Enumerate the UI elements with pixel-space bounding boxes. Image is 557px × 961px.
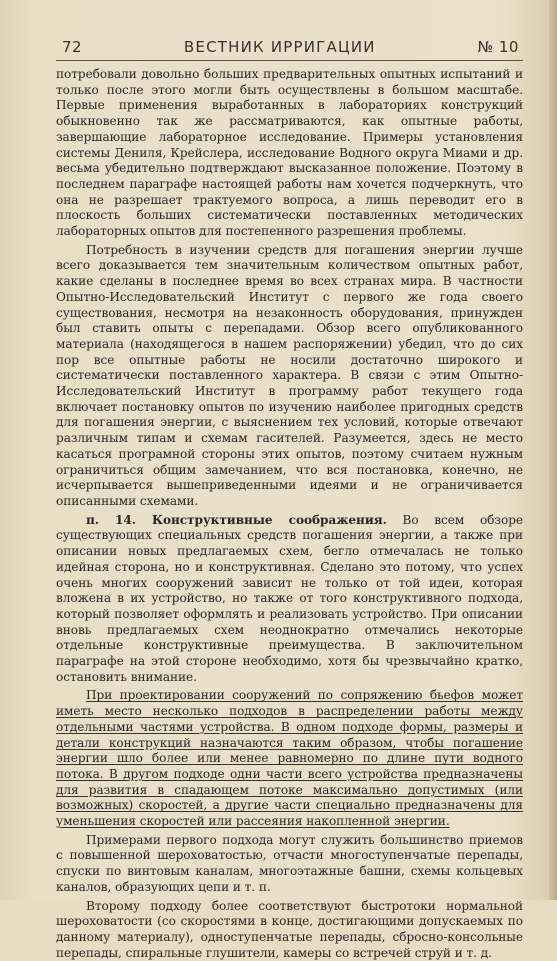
section-heading: п. 14. Конструктивные соображения. <box>86 512 387 527</box>
paragraph-text: потребовали довольно больших предварительных опытных испытаний и только после этого могли быть осуществлены в большом масштабе. Первые применения выработанных в лабораториях конструкций обыкновенно так же рассматриваются, как опытные работы, завершающие лабораторное исследование. Примеры установления системы Дениля, Крейслера, исследование Водного округа Миами и др. весьма убедительно подтверждают высказанное положение. Поэтому в последнем параграфе настоящей работы нам хочется подчеркнуть, что она не разрешает трактуемого вопроса, а лишь переводит его в плоскость больших систематически поставленных методических лабораторных опытов для постепенного разрешения проблемы. <box>56 67 523 239</box>
running-header <box>56 38 523 61</box>
page-number: 72 <box>62 38 83 56</box>
paragraph-1 <box>56 67 523 240</box>
paragraph-5 <box>56 833 523 896</box>
paragraph-text: Второму подходу более соответствуют быстротоки нормальной шероховатости (со скоростями в конце, достигающими допускаемых по данному материалу), одноступенчатые перепады, сбросно-консольные перепады, спиральные глушители, камеры со встречей струй и т. д. <box>56 898 523 960</box>
page-spine-shadow <box>549 0 557 900</box>
article-body <box>56 67 523 961</box>
paragraph-2 <box>56 243 523 510</box>
underlined-text: При проектировании сооружений по сопряжению бьефов может иметь место несколько подходов в распределении работы между отдельными частями устройства. В одном подходе формы, размеры и детали конструкций назначаются таким образом, чтобы погашение энергии шло более или менее равномерно по длине пути водного потока. В другом подходе одни части всего устройства предназначены для развития в спадающем потоке максимально допустимых (или возможных) скоростей, а другие части специально предназначены для уменьшения скоростей или рассеяния накопленной энергии. <box>56 688 523 829</box>
journal-title: ВЕСТНИК ИРРИГАЦИИ <box>183 38 376 56</box>
paragraph-text: Потребность в изучении средств для погашения энергии лучше всего доказывается тем значительным количеством опытных работ, какие сделаны в последнее время во всех странах мира. В частности Опытно-Исследовательский Институт с первого же года своего существования, несмотря на незаконность оборудования, принужден был ставить опыты с перепадами. Обзор всего опубликованного материала (находящегося в нашем распоряжении) убедил, что до сих пор все опытные работы не носили достаточно широкого и систематически поставленного характера. В связи с этим Опытно-Исследовательский Институт в программу работ текущего года включает постановку опытов по изучению наиболее пригодных средств для погашения энергии, с выяснением тех условий, которые отвечают различным типам и схемам гасителей. Разумеется, здесь не место касаться програмной стороны этих опытов, поэтому считаем нужным ограничиться общим замечанием, что вся постановка, конечно, не исчерпывается вышеприведенными идеями и не ограничивается описанными схемами. <box>56 242 523 508</box>
paragraph-3 <box>56 513 523 686</box>
issue-number: № 10 <box>477 38 519 56</box>
paragraph-6 <box>56 899 523 961</box>
paragraph-text: Во всем обзоре существующих специальных средств погашения энергии, а также при описании новых предлагаемых схем, бегло отмечалась не только идейная сторона, но и конструктивная. Сделано это потому, что успех очень многих сооружений зависит не только от той идеи, которая вложена в их устройство, но также от того конструктивного подхода, который позволяет оформлять и реализовать устройство. При описании вновь предлагаемых схем неоднократно отмечались некоторые отдельные конструктивные преимущества. В заключительном параграфе на этой стороне необходимо, хотя бы чрезвычайно кратко, остановить внимание. <box>56 512 523 684</box>
paragraph-4-underlined <box>56 688 523 829</box>
paragraph-text: Примерами первого подхода могут служить большинство приемов с повышенной шероховатостью, отчасти многоступенчатые перепады, спуски по винтовым каналам, многоэтажные башни, схемы кольцевых каналов, образующих цепи и т. п. <box>56 832 523 894</box>
